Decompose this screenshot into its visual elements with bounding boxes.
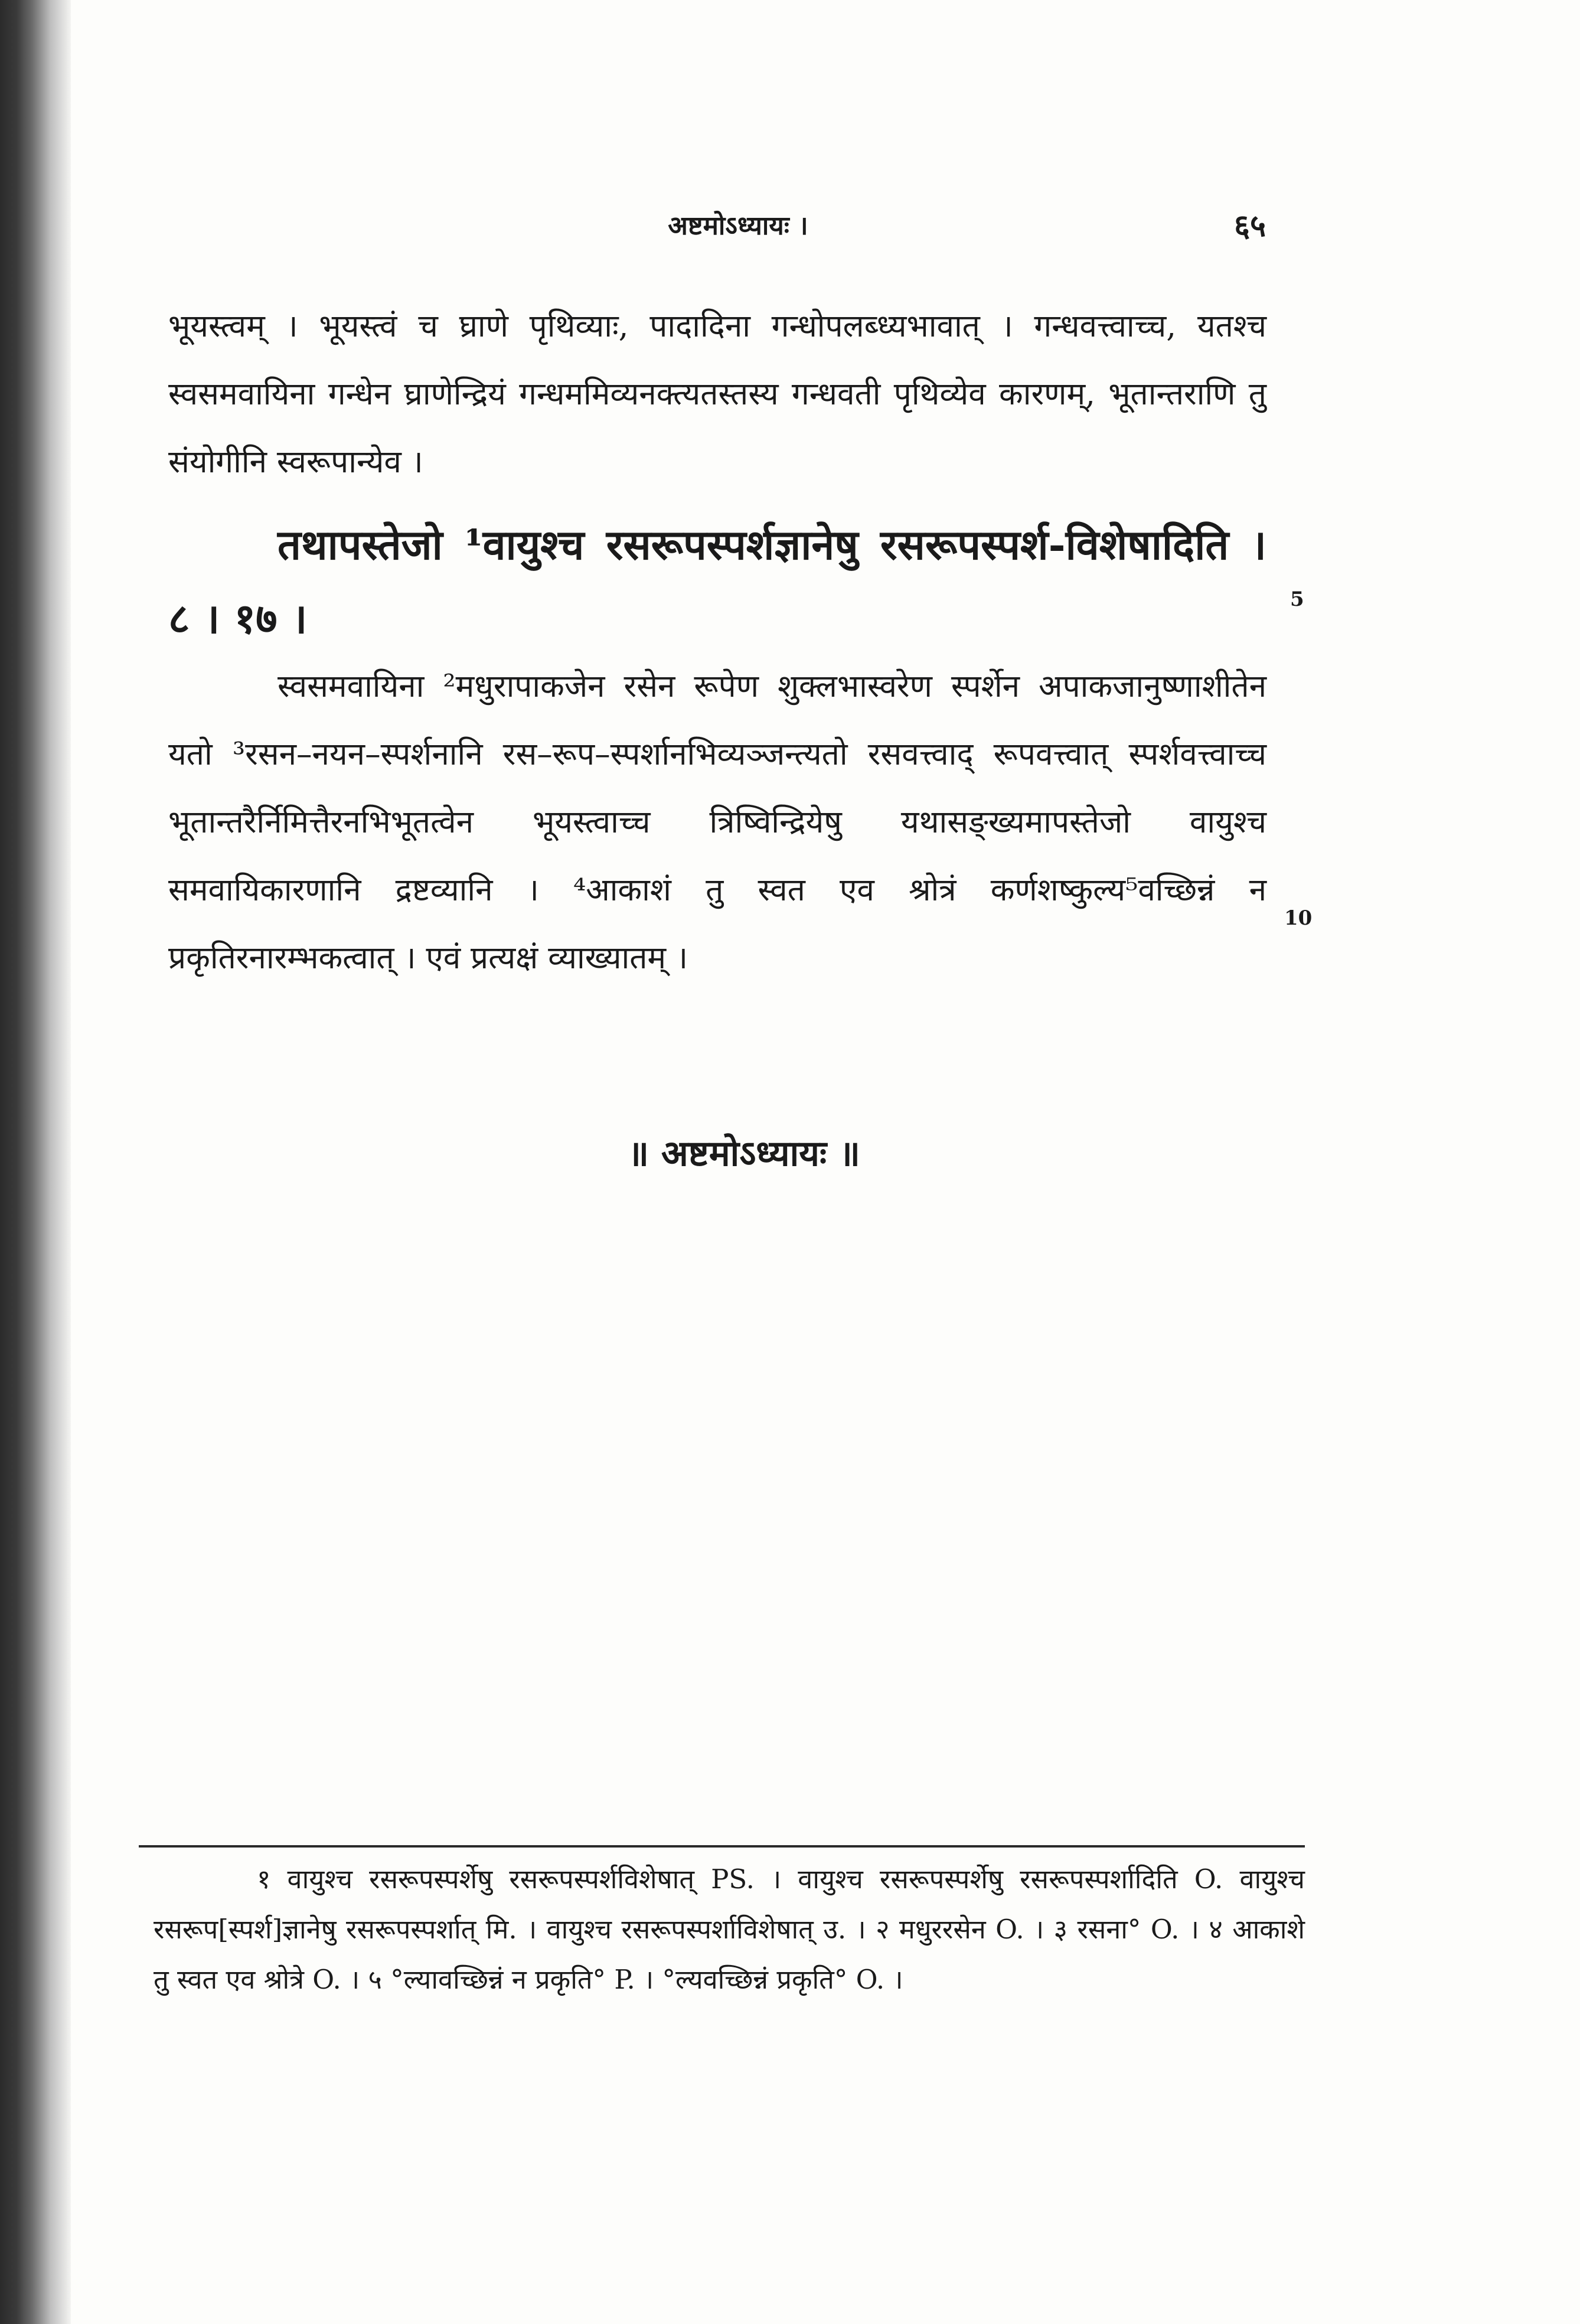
footnote-divider [139,1845,1305,1848]
margin-line-number-5: 5 [1290,587,1304,611]
chapter-colophon: ॥ अष्टमोऽध्यायः ॥ [628,1133,860,1174]
commentary-paragraph-2: स्वसमवायिना ²मधुरापाकजेन रसेन रूपेण शुक्लभास्वरेण स्पर्शेन अपाकजानुष्णाशीतेन यतो ³रसन–नयन–स्पर्शनानि रस–रूप–स्पर्शानभिव्यञ्जन्त्यतो रसवत्त्वाद् रूपवत्त्वात् स्पर्शवत्त्वाच्च भूतान्तरैर्निमित्तैरनभिभूतत्वेन भूयस्त्वाच्च त्रिष्विन्द्रियेषु यथासङ्ख्यमापस्तेजो वायुश्च समवायिकारणानि द्रष्टव्यानि । ⁴आकाशं तु स्वत एव श्रोत्रं कर्णशष्कुल्य⁵वच्छिन्नं न प्रकृतिरनारम्भकत्वात् । एवं प्रत्यक्षं व्याख्यातम् । [168,668,1266,976]
margin-line-number-10: 10 [1284,906,1313,930]
running-head: अष्टमोऽध्यायः । [668,211,808,241]
binding-shadow [0,0,71,2324]
footnotes: १ वायुश्च रसरूपस्पर्शेषु रसरूपस्पर्शविशेषात् PS. । वायुश्च रसरूपस्पर्शेषु रसरूपस्पर्शादिति O. वायुश्च रसरूप[स्पर्श]ज्ञानेषु रसरूपस्पर्शात् मि. । वायुश्च रसरूपस्पर्शाविशेषात् उ. । २ मधुररसेन O. । ३ रसना° O. । ४ आकाशे तु स्वत एव श्रोत्रे O. । ५ °ल्यावच्छिन्नं न प्रकृति° P. । °ल्यवच्छिन्नं प्रकृति° O. । [154,1863,1305,1995]
sutra-text: तथापस्तेजो ¹वायुश्च रसरूपस्पर्शज्ञानेषु रसरूपस्पर्श-विशेषादिति । ८ । १७ । [168,520,1266,643]
page-number: ६५ [1234,208,1266,244]
commentary-paragraph-1: भूयस्त्वम् । भूयस्त्वं च घ्राणे पृथिव्याः, पादादिना गन्धोपलब्ध्यभावात् । गन्धवत्त्वाच्च, यतश्च स्वसमवायिना गन्धेन घ्राणेन्द्रियं गन्धममिव्यनक्त्यतस्तस्य गन्धवती पृथिव्येव कारणम्, भूतान्तराणि तु संयोगीनि स्वरूपान्येव । [168,308,1266,480]
